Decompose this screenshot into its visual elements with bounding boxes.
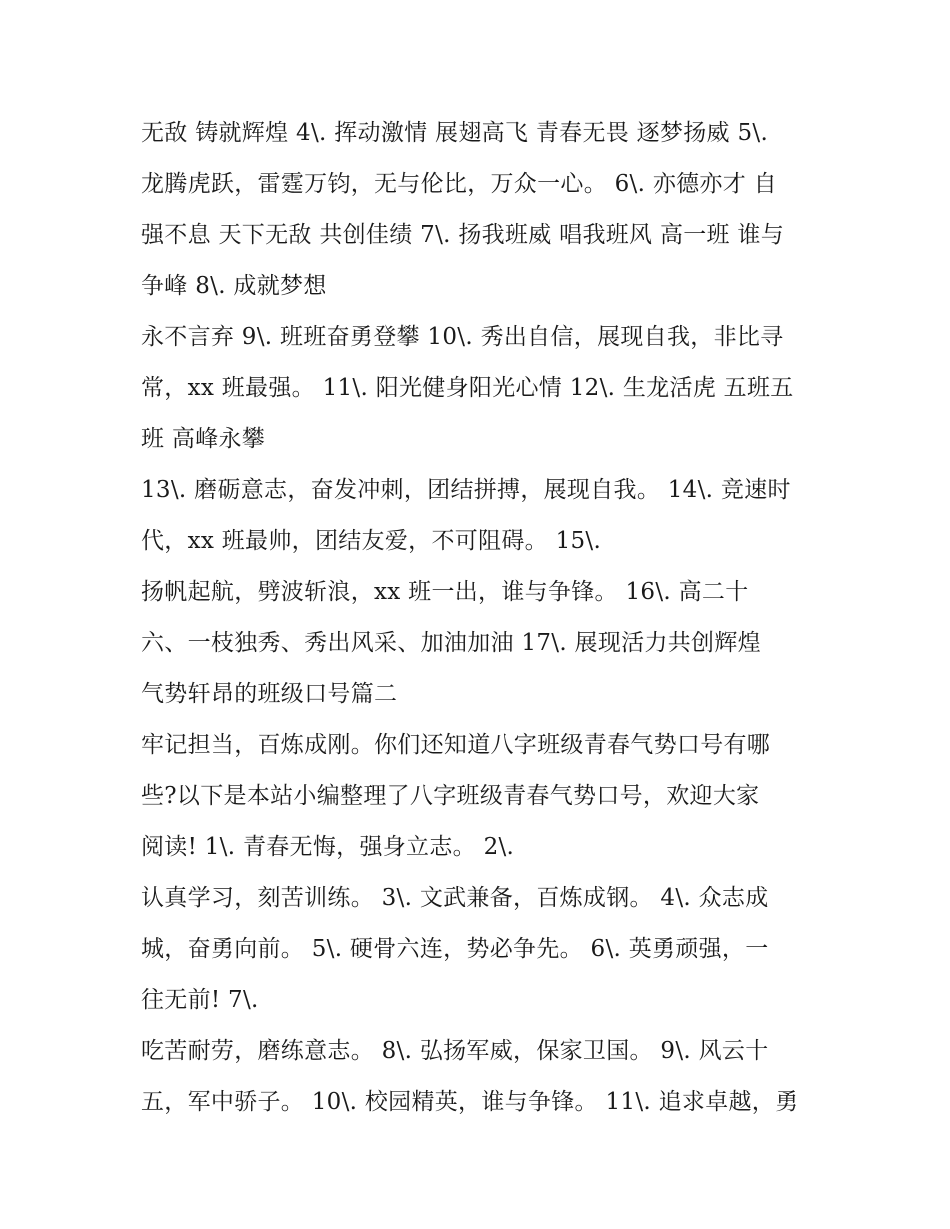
text-line: 吃苦耐劳，磨练意志。 8\. 弘扬军威，保家卫国。 9\. 风云十 [141, 1038, 769, 1064]
text-line: 六、一枝独秀、秀出风采、加油加油 17\. 展现活力共创辉煌 [141, 630, 761, 656]
text-line: 认真学习，刻苦训练。 3\. 文武兼备，百炼成钢。 4\. 众志成 [141, 885, 769, 911]
text-line: 13\. 磨砺意志，奋发冲刺，团结拼搏，展现自我。 14\. 竞速时 [141, 477, 791, 503]
text-line: 强不息 天下无敌 共创佳绩 7\. 扬我班威 唱我班风 高一班 谁与 [141, 222, 785, 248]
text-line: 阅读! 1\. 青春无悔，强身立志。 2\. [141, 834, 515, 860]
text-line: 往无前! 7\. [141, 987, 259, 1013]
text-line: 五，军中骄子。 10\. 校园精英，谁与争锋。 11\. 追求卓越，勇 [141, 1089, 799, 1115]
text-line: 龙腾虎跃，雷霆万钧，无与伦比，万众一心。 6\. 亦德亦才 自 [141, 171, 777, 197]
text-line: 争峰 8\. 成就梦想 [141, 273, 327, 299]
text-line: 无敌 铸就辉煌 4\. 挥动激情 展翅高飞 青春无畏 逐梦扬威 5\. [141, 120, 769, 146]
document-body [141, 108, 831, 1128]
text-line: 牢记担当，百炼成刚。你们还知道八字班级青春气势口号有哪 [141, 732, 771, 758]
text-line: 班 高峰永攀 [141, 426, 266, 452]
text-line: 永不言弃 9\. 班班奋勇登攀 10\. 秀出自信，展现自我，非比寻 [141, 324, 784, 350]
section-heading: 气势轩昂的班级口号篇二 [141, 681, 398, 707]
text-line: 扬帆起航，劈波斩浪，xx 班一出，谁与争锋。 16\. 高二十 [141, 579, 749, 605]
text-line: 城，奋勇向前。 5\. 硬骨六连，势必争先。 6\. 英勇顽强，一 [141, 936, 769, 962]
text-line: 些?以下是本站小编整理了八字班级青春气势口号，欢迎大家 [141, 783, 760, 809]
text-line: 代，xx 班最帅，团结友爱，不可阻碍。 15\. [141, 528, 602, 554]
text-line: 常，xx 班最强。 11\. 阳光健身阳光心情 12\. 生龙活虎 五班五 [141, 375, 794, 401]
